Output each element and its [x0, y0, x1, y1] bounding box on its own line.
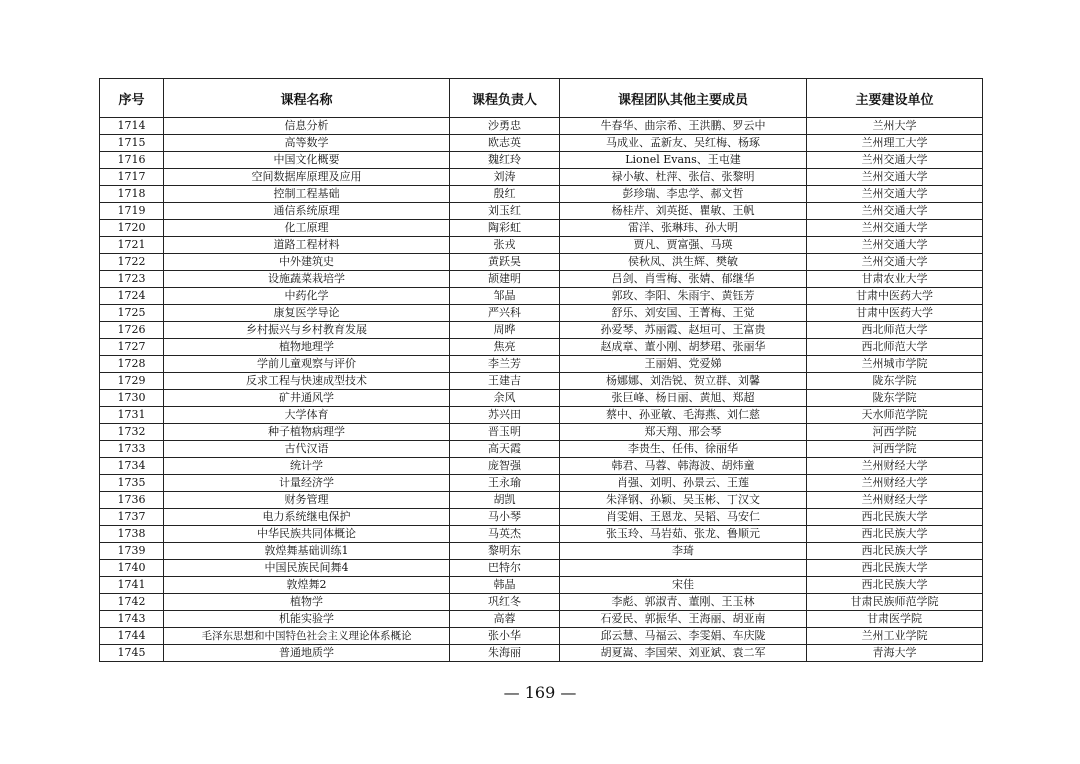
cell-course-lead: 朱海丽 [450, 645, 560, 662]
cell-course-lead: 颉建明 [450, 271, 560, 288]
cell-course-lead: 邹晶 [450, 288, 560, 305]
cell-team-members: 吕剑、肖雪梅、张婧、郁继华 [560, 271, 807, 288]
cell-serial: 1721 [100, 237, 164, 254]
cell-institution: 西北民族大学 [807, 577, 983, 594]
table-row [100, 186, 983, 203]
header-team-members: 课程团队其他主要成员 [560, 79, 807, 118]
cell-team-members: 胡夏嵩、李国荣、刘亚斌、袁二军 [560, 645, 807, 662]
cell-course-name: 中外建筑史 [164, 254, 450, 271]
cell-course-name: 计量经济学 [164, 475, 450, 492]
table-row [100, 169, 983, 186]
cell-serial: 1726 [100, 322, 164, 339]
cell-serial: 1724 [100, 288, 164, 305]
table-row [100, 288, 983, 305]
table-row [100, 271, 983, 288]
cell-course-name: 设施蔬菜栽培学 [164, 271, 450, 288]
cell-institution: 甘肃中医药大学 [807, 305, 983, 322]
table-row [100, 577, 983, 594]
cell-course-lead: 巴特尔 [450, 560, 560, 577]
table-row [100, 220, 983, 237]
cell-course-lead: 焦亮 [450, 339, 560, 356]
table-row [100, 594, 983, 611]
cell-serial: 1728 [100, 356, 164, 373]
cell-institution: 西北民族大学 [807, 509, 983, 526]
cell-course-lead: 李兰芳 [450, 356, 560, 373]
cell-institution: 兰州财经大学 [807, 492, 983, 509]
cell-institution: 兰州交通大学 [807, 237, 983, 254]
cell-team-members: 彭珍瑞、李忠学、郝文哲 [560, 186, 807, 203]
cell-institution: 兰州交通大学 [807, 220, 983, 237]
cell-serial: 1719 [100, 203, 164, 220]
cell-serial: 1714 [100, 118, 164, 135]
cell-team-members: 李彪、郭淑青、董刚、王玉林 [560, 594, 807, 611]
cell-team-members: 李琦 [560, 543, 807, 560]
cell-course-lead: 刘玉红 [450, 203, 560, 220]
cell-institution: 甘肃医学院 [807, 611, 983, 628]
cell-institution: 甘肃中医药大学 [807, 288, 983, 305]
cell-institution: 西北师范大学 [807, 322, 983, 339]
table-row [100, 407, 983, 424]
cell-serial: 1743 [100, 611, 164, 628]
cell-course-lead: 魏红玲 [450, 152, 560, 169]
table-row [100, 322, 983, 339]
cell-serial: 1735 [100, 475, 164, 492]
cell-team-members: 孙爱琴、苏丽霞、赵垣可、王富贵 [560, 322, 807, 339]
cell-institution: 兰州交通大学 [807, 169, 983, 186]
cell-team-members: 杨娜娜、刘浩锐、贺立群、刘馨 [560, 373, 807, 390]
cell-course-lead: 高蓉 [450, 611, 560, 628]
cell-course-lead: 周晔 [450, 322, 560, 339]
table-row [100, 152, 983, 169]
cell-course-name: 毛泽东思想和中国特色社会主义理论体系概论 [164, 628, 450, 645]
cell-course-lead: 庞智强 [450, 458, 560, 475]
cell-serial: 1741 [100, 577, 164, 594]
cell-institution: 兰州理工大学 [807, 135, 983, 152]
page-number: — 169 — [503, 683, 577, 702]
cell-course-lead: 张戎 [450, 237, 560, 254]
table-row [100, 356, 983, 373]
cell-institution: 兰州交通大学 [807, 186, 983, 203]
cell-team-members: 赵成章、董小刚、胡梦珺、张丽华 [560, 339, 807, 356]
cell-institution: 青海大学 [807, 645, 983, 662]
cell-team-members: 肖雯娟、王恩龙、吴韬、马安仁 [560, 509, 807, 526]
table-row [100, 560, 983, 577]
cell-course-lead: 欧志英 [450, 135, 560, 152]
table-row [100, 118, 983, 135]
cell-serial: 1733 [100, 441, 164, 458]
cell-team-members: 朱泽钢、孙颖、吴玉彬、丁汉文 [560, 492, 807, 509]
cell-serial: 1729 [100, 373, 164, 390]
cell-team-members: 贾凡、贾富强、马瑛 [560, 237, 807, 254]
table-row [100, 390, 983, 407]
cell-course-lead: 黄跃昊 [450, 254, 560, 271]
table-row [100, 254, 983, 271]
cell-course-lead: 余风 [450, 390, 560, 407]
table-row [100, 424, 983, 441]
cell-course-name: 空间数据库原理及应用 [164, 169, 450, 186]
cell-institution: 兰州城市学院 [807, 356, 983, 373]
cell-course-name: 学前儿童观察与评价 [164, 356, 450, 373]
table-row [100, 543, 983, 560]
cell-team-members: 杨桂芹、刘英挺、瞿敏、王帆 [560, 203, 807, 220]
cell-institution: 兰州工业学院 [807, 628, 983, 645]
cell-institution: 西北民族大学 [807, 543, 983, 560]
cell-course-name: 高等数学 [164, 135, 450, 152]
cell-institution: 西北师范大学 [807, 339, 983, 356]
cell-team-members: 郭玫、李阳、朱雨宇、黄钰芳 [560, 288, 807, 305]
cell-serial: 1734 [100, 458, 164, 475]
cell-course-lead: 严兴科 [450, 305, 560, 322]
cell-institution: 兰州交通大学 [807, 203, 983, 220]
cell-course-name: 植物学 [164, 594, 450, 611]
cell-course-name: 普通地质学 [164, 645, 450, 662]
cell-team-members: 张巨峰、杨日丽、黄旭、郑超 [560, 390, 807, 407]
cell-serial: 1737 [100, 509, 164, 526]
cell-course-name: 敦煌舞基础训练1 [164, 543, 450, 560]
cell-course-name: 信息分析 [164, 118, 450, 135]
cell-team-members: 宋佳 [560, 577, 807, 594]
cell-institution: 河西学院 [807, 441, 983, 458]
cell-course-name: 中国民族民间舞4 [164, 560, 450, 577]
cell-course-lead: 刘涛 [450, 169, 560, 186]
cell-team-members: 肖强、刘明、孙景云、王莲 [560, 475, 807, 492]
cell-institution: 兰州财经大学 [807, 458, 983, 475]
cell-course-lead: 陶彩虹 [450, 220, 560, 237]
cell-course-name: 古代汉语 [164, 441, 450, 458]
cell-course-name: 乡村振兴与乡村教育发展 [164, 322, 450, 339]
cell-course-name: 种子植物病理学 [164, 424, 450, 441]
cell-serial: 1715 [100, 135, 164, 152]
cell-serial: 1745 [100, 645, 164, 662]
cell-team-members [560, 560, 807, 577]
header-course-name: 课程名称 [164, 79, 450, 118]
cell-team-members: 蔡中、孙亚敏、毛海燕、刘仁慈 [560, 407, 807, 424]
header-course-lead: 课程负责人 [450, 79, 560, 118]
cell-institution: 天水师范学院 [807, 407, 983, 424]
cell-course-name: 财务管理 [164, 492, 450, 509]
cell-course-lead: 王建吉 [450, 373, 560, 390]
cell-course-lead: 黎明东 [450, 543, 560, 560]
cell-course-lead: 张小华 [450, 628, 560, 645]
cell-team-members: 郑天翔、邢会琴 [560, 424, 807, 441]
table-header [100, 79, 983, 118]
cell-team-members: 侯秋凤、洪生辉、樊敏 [560, 254, 807, 271]
table-row [100, 475, 983, 492]
cell-team-members: 韩君、马蓉、韩海波、胡炜童 [560, 458, 807, 475]
cell-team-members: 张玉玲、马岩茹、张龙、鲁顺元 [560, 526, 807, 543]
cell-institution: 兰州交通大学 [807, 152, 983, 169]
cell-team-members: 邱云慧、马福云、李雯娟、车庆陇 [560, 628, 807, 645]
table-row [100, 373, 983, 390]
cell-team-members: 舒乐、刘安国、王菁梅、王觉 [560, 305, 807, 322]
course-list-sheet [99, 78, 982, 662]
cell-course-lead: 马英杰 [450, 526, 560, 543]
cell-institution: 陇东学院 [807, 373, 983, 390]
cell-course-name: 敦煌舞2 [164, 577, 450, 594]
cell-institution: 兰州交通大学 [807, 254, 983, 271]
cell-team-members: 李贵生、任伟、徐丽华 [560, 441, 807, 458]
cell-course-lead: 胡凯 [450, 492, 560, 509]
cell-serial: 1717 [100, 169, 164, 186]
cell-institution: 陇东学院 [807, 390, 983, 407]
cell-course-name: 电力系统继电保护 [164, 509, 450, 526]
cell-course-name: 矿井通风学 [164, 390, 450, 407]
cell-course-name: 通信系统原理 [164, 203, 450, 220]
table-row [100, 203, 983, 220]
cell-course-lead: 高天霞 [450, 441, 560, 458]
cell-serial: 1730 [100, 390, 164, 407]
table-row [100, 492, 983, 509]
header-row [100, 79, 983, 118]
cell-serial: 1718 [100, 186, 164, 203]
cell-institution: 兰州财经大学 [807, 475, 983, 492]
cell-institution: 甘肃农业大学 [807, 271, 983, 288]
course-table [99, 78, 983, 662]
cell-course-lead: 苏兴田 [450, 407, 560, 424]
table-row [100, 611, 983, 628]
cell-serial: 1744 [100, 628, 164, 645]
cell-course-name: 统计学 [164, 458, 450, 475]
cell-serial: 1725 [100, 305, 164, 322]
cell-course-name: 化工原理 [164, 220, 450, 237]
cell-course-name: 中国文化概要 [164, 152, 450, 169]
cell-serial: 1720 [100, 220, 164, 237]
cell-serial: 1732 [100, 424, 164, 441]
cell-course-name: 反求工程与快速成型技术 [164, 373, 450, 390]
cell-serial: 1723 [100, 271, 164, 288]
cell-team-members: 石爱民、郭振华、王海丽、胡亚南 [560, 611, 807, 628]
cell-course-lead: 沙勇忠 [450, 118, 560, 135]
table-row [100, 135, 983, 152]
table-row [100, 305, 983, 322]
cell-course-name: 大学体育 [164, 407, 450, 424]
cell-course-name: 中药化学 [164, 288, 450, 305]
table-row [100, 458, 983, 475]
cell-institution: 河西学院 [807, 424, 983, 441]
cell-course-name: 康复医学导论 [164, 305, 450, 322]
cell-serial: 1722 [100, 254, 164, 271]
cell-serial: 1716 [100, 152, 164, 169]
cell-institution: 兰州大学 [807, 118, 983, 135]
cell-course-name: 中华民族共同体概论 [164, 526, 450, 543]
cell-course-lead: 韩晶 [450, 577, 560, 594]
cell-course-lead: 马小琴 [450, 509, 560, 526]
header-serial: 序号 [100, 79, 164, 118]
table-row [100, 237, 983, 254]
cell-course-name: 控制工程基础 [164, 186, 450, 203]
table-row [100, 441, 983, 458]
cell-serial: 1738 [100, 526, 164, 543]
cell-team-members: 牛春华、曲宗希、王洪鹏、罗云中 [560, 118, 807, 135]
header-institution: 主要建设单位 [807, 79, 983, 118]
cell-course-name: 植物地理学 [164, 339, 450, 356]
cell-course-lead: 王永瑜 [450, 475, 560, 492]
cell-team-members: 禄小敏、杜萍、张信、张黎明 [560, 169, 807, 186]
cell-team-members: Lionel Evans、王屯建 [560, 152, 807, 169]
cell-serial: 1727 [100, 339, 164, 356]
cell-team-members: 马成业、孟新友、吴红梅、杨琢 [560, 135, 807, 152]
table-body [100, 118, 983, 662]
cell-team-members: 王丽娟、党爱娣 [560, 356, 807, 373]
cell-course-lead: 巩红冬 [450, 594, 560, 611]
cell-course-lead: 殷红 [450, 186, 560, 203]
cell-institution: 西北民族大学 [807, 526, 983, 543]
cell-serial: 1740 [100, 560, 164, 577]
cell-serial: 1731 [100, 407, 164, 424]
cell-course-name: 机能实验学 [164, 611, 450, 628]
cell-institution: 西北民族大学 [807, 560, 983, 577]
table-row [100, 509, 983, 526]
table-row [100, 645, 983, 662]
cell-serial: 1739 [100, 543, 164, 560]
table-row [100, 628, 983, 645]
table-row [100, 526, 983, 543]
cell-course-lead: 晋玉明 [450, 424, 560, 441]
cell-institution: 甘肃民族师范学院 [807, 594, 983, 611]
cell-serial: 1736 [100, 492, 164, 509]
cell-course-name: 道路工程材料 [164, 237, 450, 254]
cell-serial: 1742 [100, 594, 164, 611]
cell-team-members: 雷洋、张琳玮、孙大明 [560, 220, 807, 237]
table-row [100, 339, 983, 356]
